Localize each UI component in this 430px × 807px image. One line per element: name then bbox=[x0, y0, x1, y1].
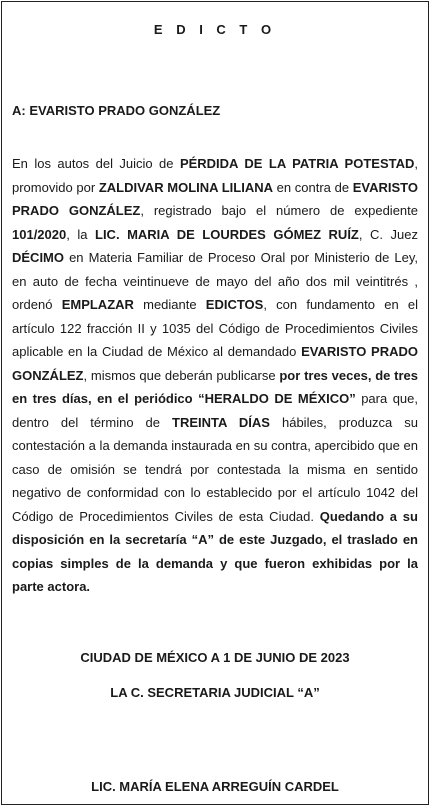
body-text-segment: , promovido por bbox=[12, 156, 418, 195]
body-text-segment: , C. Juez bbox=[358, 226, 418, 242]
addressee-line: A: EVARISTO PRADO GONZÁLEZ bbox=[12, 103, 221, 118]
body-text-segment: mediante bbox=[133, 297, 206, 312]
place-date-line: CIUDAD DE MÉXICO A 1 DE JUNIO DE 2023 bbox=[80, 650, 350, 665]
body-text-segment: En los autos del Juicio de bbox=[12, 156, 180, 171]
edict-page bbox=[1, 1, 429, 805]
secretary-title: LA C. SECRETARIA JUDICIAL “A” bbox=[110, 685, 320, 700]
edict-body bbox=[12, 152, 418, 599]
body-emphasis: EMPLAZAR bbox=[61, 297, 134, 312]
body-text-segment: , mismos que deberán publicarse bbox=[83, 367, 280, 383]
body-text-segment: , registrado bajo el número de expediente bbox=[140, 203, 418, 218]
body-emphasis: 101/2020 bbox=[12, 226, 67, 242]
body-text-segment: , la bbox=[66, 226, 95, 242]
edict-title: E D I C T O bbox=[153, 22, 277, 37]
body-text-segment: hábiles, produzca su contestación a la demanda instaurada en su contra, apercibido que en caso de omisión se tendrá por contestada la misma en sentido negativo de conformidad con lo establecido por el artículo 1042 del Código de Procedimientos Civiles de esta Ciudad. bbox=[12, 414, 419, 524]
body-emphasis: EDICTOS bbox=[205, 297, 264, 312]
body-text-segment: , con fundamento en el artículo 122 fracción II y 1035 del Código de Procedimientos Civiles aplicable en la Ciudad de México al demandado bbox=[12, 297, 418, 359]
body-text-segment: en contra de bbox=[272, 179, 353, 195]
body-emphasis: EVARISTO PRADO GONZÁLEZ bbox=[12, 344, 418, 383]
signatory-name: LIC. MARÍA ELENA ARREGUÍN CARDEL bbox=[91, 779, 339, 794]
body-emphasis: por tres veces, de tres en tres días, en el periódico “HERALDO DE MÉXICO” bbox=[12, 367, 418, 406]
body-emphasis: EVARISTO PRADO GONZÁLEZ bbox=[12, 179, 418, 218]
body-emphasis: PÉRDIDA DE LA PATRIA POTESTAD bbox=[179, 156, 415, 171]
body-emphasis: TREINTA DÍAS bbox=[172, 414, 270, 430]
body-emphasis: ZALDIVAR MOLINA LILIANA bbox=[98, 179, 273, 195]
body-text-segment: en Materia Familiar de Proceso Oral por Ministerio de Ley, en auto de fecha veintinueve de mayo del año dos mil veintitrés , ordenó bbox=[12, 250, 418, 312]
body-emphasis: DÉCIMO bbox=[12, 250, 64, 265]
body-emphasis: Quedando a su disposición en la secretaría “A” de este Juzgado, el traslado en copias simples de la demanda y que fueron exhibidas por la parte actora. bbox=[12, 508, 418, 594]
body-text-segment: para que, dentro del término de bbox=[12, 391, 419, 430]
body-emphasis: LIC. MARIA DE LOURDES GÓMEZ RUÍZ bbox=[95, 226, 359, 242]
